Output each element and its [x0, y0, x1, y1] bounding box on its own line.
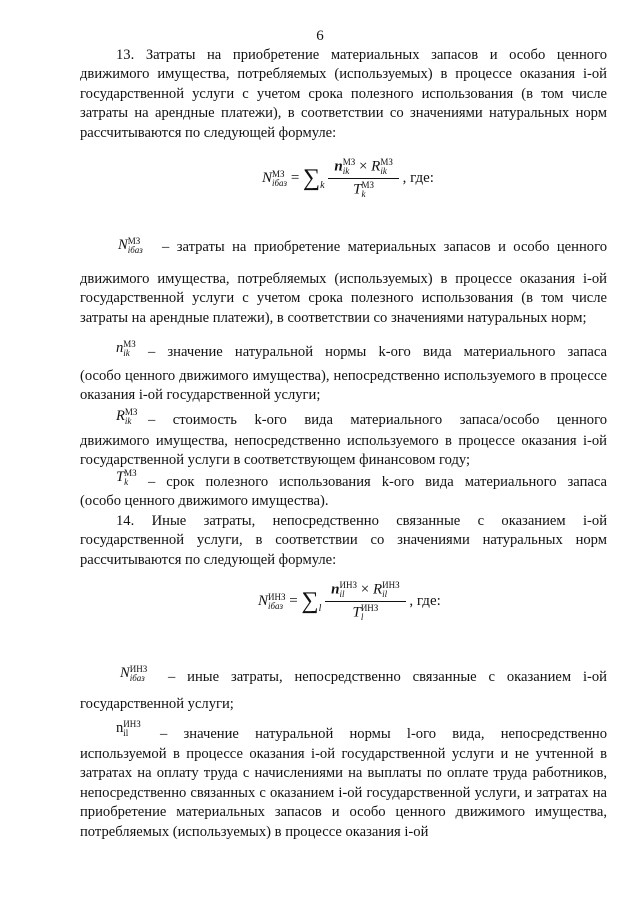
page-number: 6: [316, 28, 324, 44]
denominator2-t-sub: l: [360, 612, 364, 622]
times-sign-2: ×: [360, 581, 370, 598]
def4-symbol: [116, 468, 137, 487]
formula2-fraction: [325, 581, 406, 622]
paragraph-13-intro: 13. Затраты на приобретение материальных запасов и особо ценного движимого имущества, потребляемых (используемых) в процессе оказания i-ой государственной услуги с учетом срока полезного использования (в том числе затраты на арендные платежи), в соответствии со значениями натуральных норм рассчитываются по следующей формуле:: [80, 47, 607, 141]
def3-symbol: [116, 407, 137, 426]
numerator-n: n: [334, 158, 343, 175]
numerator2-n-sub: il: [339, 589, 345, 599]
formula-material-costs: [262, 158, 434, 199]
formula2-lhs-sub: iбаз: [268, 600, 284, 611]
formula2-numerator: [325, 581, 406, 602]
def5-continuation: государственной услуги;: [80, 696, 234, 712]
def2-sub: ik: [123, 347, 130, 358]
formula-lhs-var: N: [262, 169, 273, 186]
definition-r-ik: [80, 406, 607, 430]
def2-symbol: [116, 339, 136, 358]
def4-var: T: [116, 469, 125, 485]
sigma-index-2: l: [318, 602, 322, 614]
formula-lhs-sup: МЗ: [272, 168, 285, 179]
sigma-index: k: [320, 179, 325, 191]
denominator2-t-sup: ИНЗ: [360, 603, 379, 613]
definition-n-il: [80, 718, 607, 744]
denominator2-t: T: [352, 604, 361, 621]
paragraph-14-intro: 14. Иные затраты, непосредственно связанные с оказанием i-ой государственной услуги, в соответствии со значениями натуральных норм рассчитываются по следующей формуле:: [80, 513, 607, 568]
def1-symbol: [118, 236, 143, 255]
def6-first-line: – значение натуральной нормы l-ого вида, непосредственно: [160, 726, 607, 742]
def4-first-line: – срок полезного использования k-ого вида материального запаса: [148, 474, 607, 490]
def4-sup: МЗ: [124, 467, 137, 478]
numerator2-n-sup: ИНЗ: [339, 580, 357, 590]
formula-other-costs: [258, 581, 441, 622]
definition-n-ik: [80, 338, 607, 362]
definition-n-inz: [80, 663, 607, 687]
def1-first-line: – затраты на приобретение материальных запасов и особо ценного: [162, 239, 607, 255]
sigma-symbol: ∑: [303, 165, 321, 191]
def6-sub: il: [123, 727, 129, 738]
def3-continuation: движимого имущества, непосредственно используемого в процессе оказания i-ой государственной услуги в соответствующем финансовом году;: [80, 433, 607, 469]
numerator-r-sub: ik: [380, 166, 387, 176]
def1-var: N: [118, 237, 128, 253]
def2-first-line: – значение натуральной нормы k-ого вида материального запаса: [148, 344, 607, 360]
def6-sup: ИНЗ: [123, 718, 141, 729]
def1-sub: iбаз: [127, 244, 143, 255]
denominator-t-sup: МЗ: [361, 180, 375, 190]
formula2-lhs-var: N: [258, 592, 269, 609]
formula-lhs-sub: iбаз: [272, 177, 288, 188]
formula-numerator: [328, 158, 399, 179]
formula-fraction: [328, 158, 399, 199]
def5-first-line: – иные затраты, непосредственно связанные с оказанием i-ой: [168, 669, 607, 685]
def5-symbol: [120, 664, 147, 683]
formula2-equals: =: [289, 592, 298, 609]
def5-sub: iбаз: [129, 672, 145, 683]
formula-denominator: [328, 179, 399, 199]
def6-var: n: [116, 720, 124, 736]
denominator-t-sub: k: [361, 189, 366, 199]
formula-equals: =: [290, 169, 300, 186]
numerator2-r-sup: ИНЗ: [382, 580, 400, 590]
def3-first-line: – стоимость k-ого вида материального запаса/особо ценного: [148, 412, 607, 428]
def1-sup: МЗ: [127, 235, 141, 246]
def1-continuation: движимого имущества, потребляемых (используемых) в процессе оказания i-ой государственной услуги с учетом срока полезного использования (в том числе затраты на арендные платежи), в соответствии со значениями натуральных норм;: [80, 271, 607, 326]
def4-sub: k: [124, 476, 129, 487]
formula2-denominator: [325, 602, 406, 622]
def4-continuation: (особо ценного движимого имущества).: [80, 493, 329, 509]
def2-continuation: (особо ценного движимого имущества), непосредственно используемого в процессе оказания i-ой государственной услуги;: [80, 368, 607, 404]
def6-continuation: используемой в процессе оказания i-ой государственной услуги и не учтенной в затратах на оплату труда с начислениями на выплаты по оплате труда работников, непосредственно связанных с оказанием i-ой государственной услуги, и затратах на приобретение материальных запасов и особо ценного движимого имущества, потребляемых (используемых) в процессе оказания i-ой: [80, 746, 607, 840]
def2-sup: МЗ: [123, 338, 136, 349]
numerator-n-sub: ik: [342, 166, 350, 176]
def5-sup: ИНЗ: [129, 663, 148, 674]
def3-sub: ik: [124, 415, 132, 426]
numerator2-r-sub: il: [382, 589, 388, 599]
def5-var: N: [120, 665, 130, 681]
numerator-r-sup: МЗ: [380, 157, 393, 167]
formula-suffix: , где:: [402, 169, 434, 186]
formula2-suffix: , где:: [409, 592, 441, 609]
definition-t-k: [80, 467, 607, 492]
def3-sup: МЗ: [124, 406, 138, 417]
numerator-n-sup: МЗ: [342, 157, 356, 167]
definition-n-mz: [80, 235, 607, 257]
times-sign: ×: [358, 158, 368, 175]
def3-var: R: [116, 408, 125, 424]
def6-symbol: [116, 719, 141, 738]
numerator-r: R: [371, 158, 381, 175]
def2-var: n: [116, 340, 124, 356]
denominator-t: T: [353, 181, 362, 198]
sigma-symbol-2: ∑: [301, 588, 319, 614]
formula2-lhs-sup: ИНЗ: [268, 591, 286, 602]
numerator2-r: R: [372, 581, 383, 598]
numerator2-n: n: [331, 581, 340, 598]
